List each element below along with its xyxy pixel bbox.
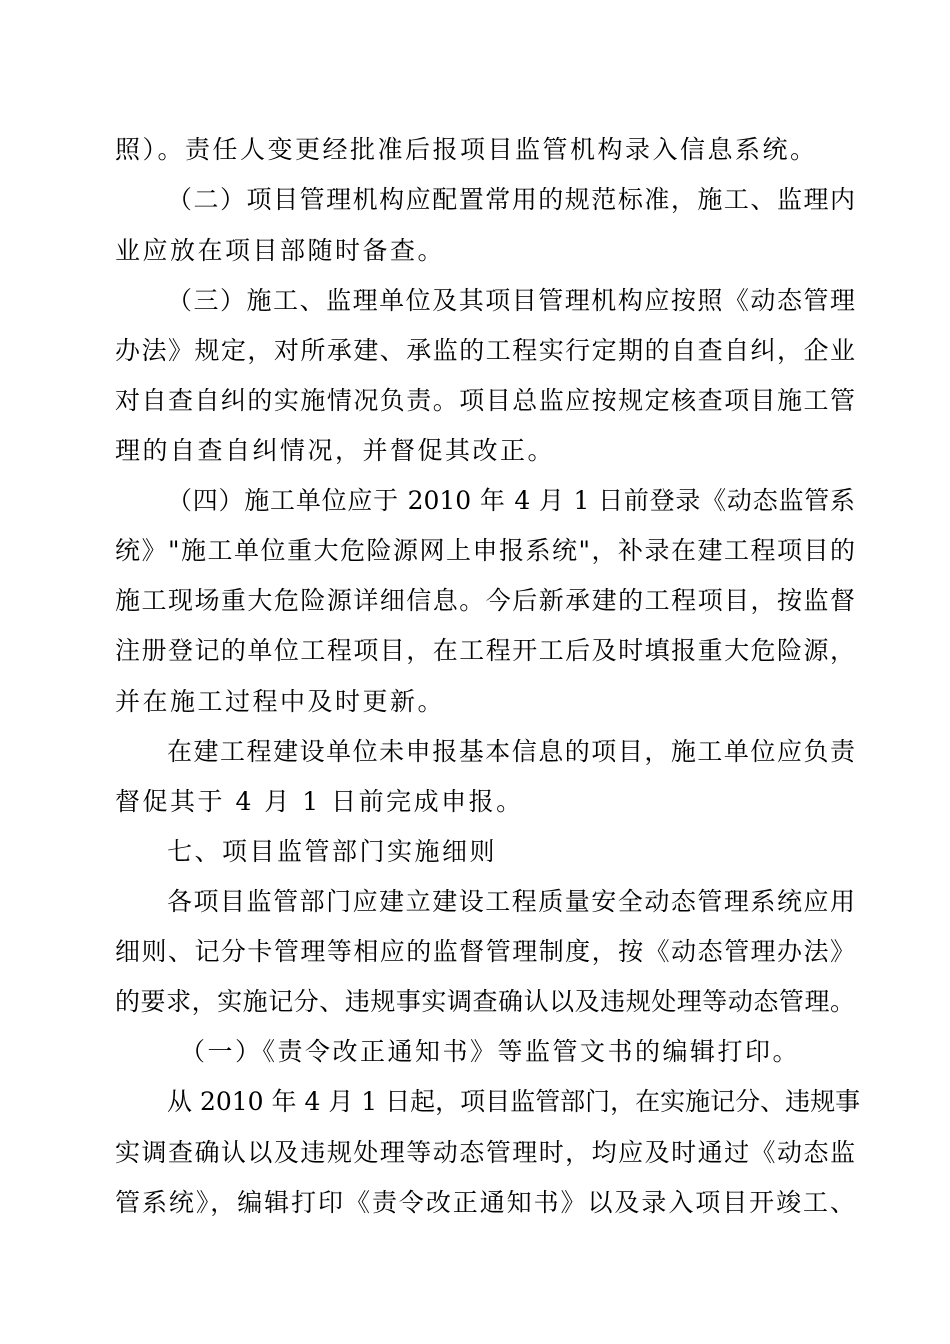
- text-line: 业应放在项目部随时备查。: [115, 236, 446, 265]
- text-line: （四）施工单位应于 2010 年 4 月 1 日前登录《动态监管系: [167, 486, 855, 515]
- text-line: 实调查确认以及违规处理等动态管理时，均应及时通过《动态监: [115, 1138, 855, 1167]
- text-line: 对自查自纠的实施情况负责。项目总监应按规定核查项目施工管: [115, 386, 855, 415]
- text-line: 各项目监管部门应建立建设工程质量安全动态管理系统应用: [167, 887, 855, 916]
- section-heading: 七、项目监管部门实施细则: [167, 837, 498, 866]
- text-line: 理的自查自纠情况，并督促其改正。: [115, 436, 556, 465]
- text-line: 施工现场重大危险源详细信息。今后新承建的工程项目，按监督: [115, 586, 855, 615]
- text-line: 在建工程建设单位未申报基本信息的项目，施工单位应负责: [167, 737, 855, 766]
- text-line: 办法》规定，对所承建、承监的工程实行定期的自查自纠，企业: [115, 336, 855, 365]
- text-line: （三）施工、监理单位及其项目管理机构应按照《动态管理: [167, 286, 855, 315]
- text-line: 细则、记分卡管理等相应的监督管理制度，按《动态管理办法》: [115, 937, 855, 966]
- text-line: 管系统》，编辑打印《责令改正通知书》以及录入项目开竣工、: [115, 1188, 855, 1217]
- text-line: 督促其于 4 月 1 日前完成申报。: [115, 787, 524, 816]
- text-line: （二）项目管理机构应配置常用的规范标准，施工、监理内: [167, 185, 855, 214]
- text-line: 照）。责任人变更经批准后报项目监管机构录入信息系统。: [115, 135, 818, 164]
- subsection-heading: （一）《责令改正通知书》等监管文书的编辑打印。: [180, 1037, 801, 1066]
- text-line: 的要求，实施记分、违规事实调查确认以及违规处理等动态管理。: [115, 987, 855, 1016]
- text-line: 并在施工过程中及时更新。: [115, 687, 446, 716]
- text-line: 统》"施工单位重大危险源网上申报系统"，补录在建工程项目的: [115, 536, 855, 565]
- text-line: 从 2010 年 4 月 1 日起，项目监管部门，在实施记分、违规事: [167, 1087, 861, 1116]
- text-line: 注册登记的单位工程项目，在工程开工后及时填报重大危险源，: [115, 636, 855, 665]
